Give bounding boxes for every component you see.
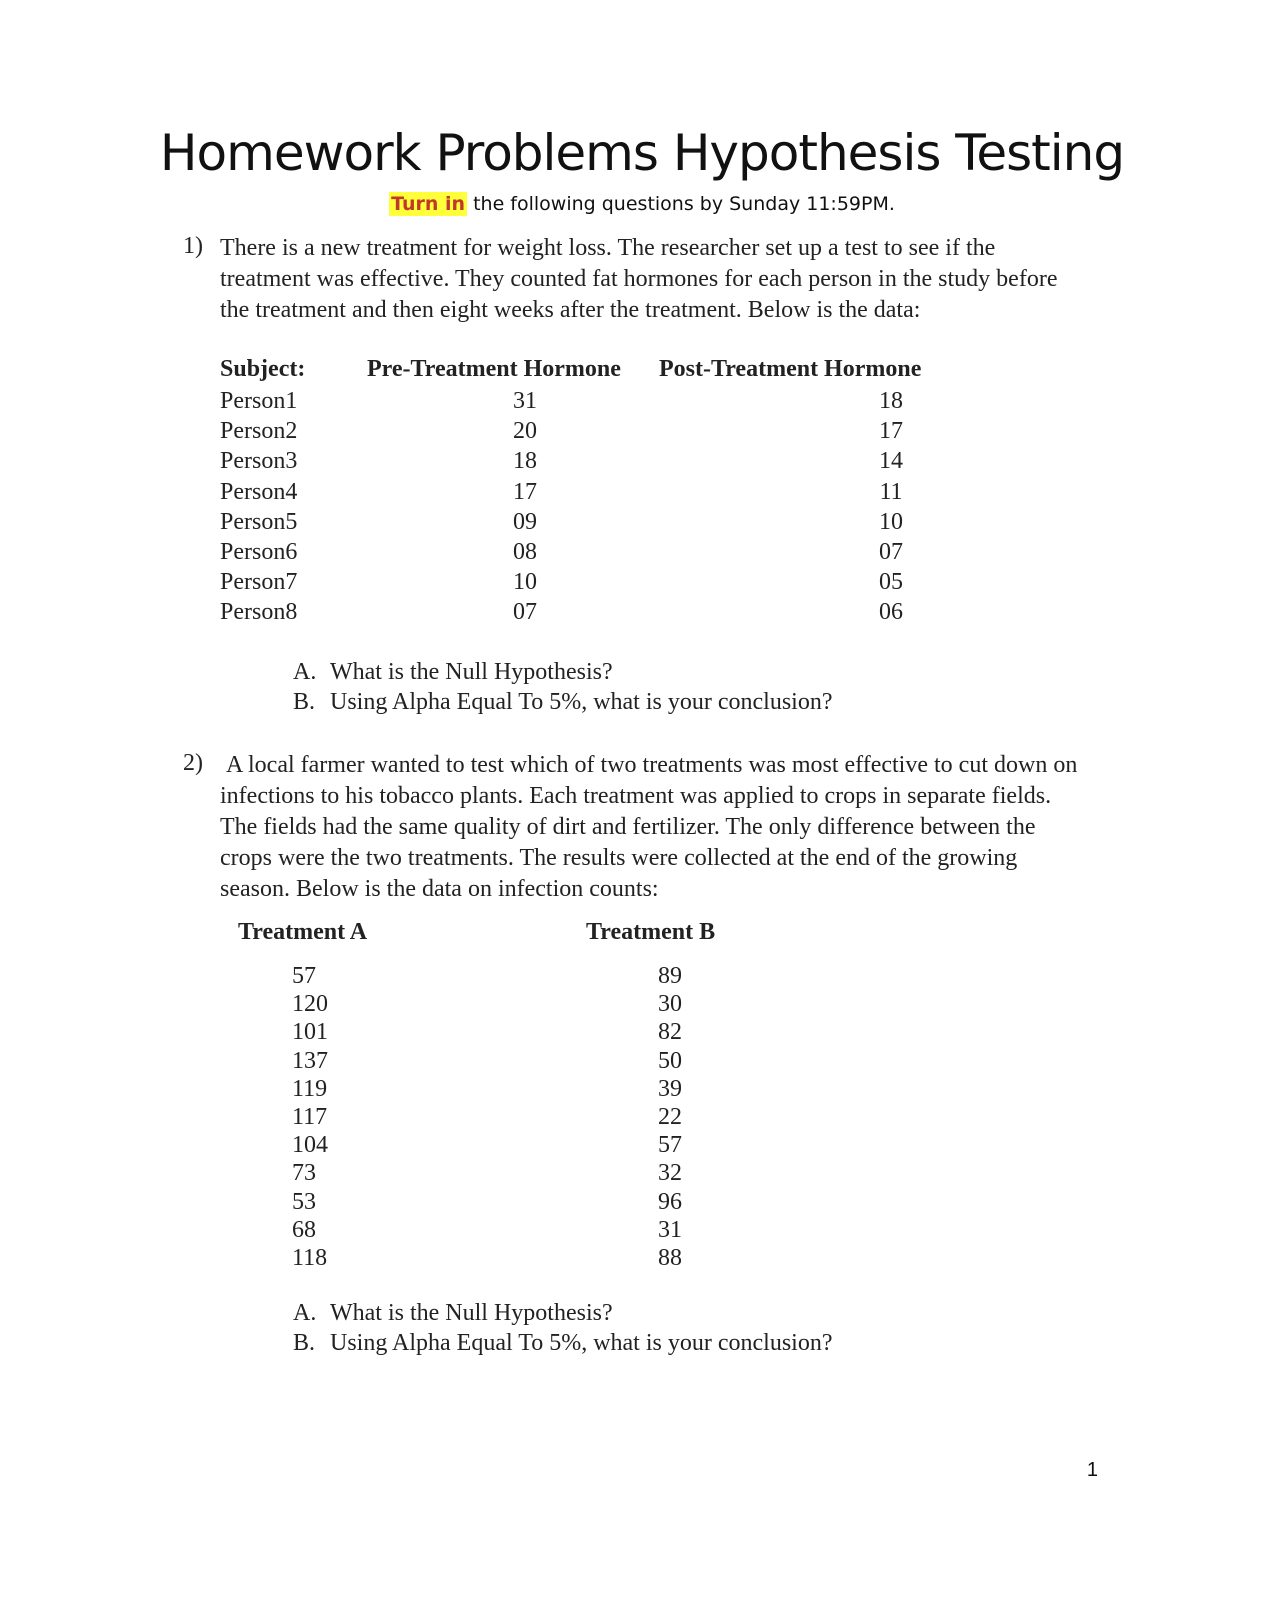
list-item: 118 — [292, 1245, 328, 1272]
list-item: 119 — [292, 1075, 328, 1102]
subject-cell: Person1 — [220, 388, 298, 414]
q2-question-a — [293, 1300, 613, 1327]
q2-line: season. Below is the data on infection counts: — [220, 876, 659, 902]
list-item: 89 — [658, 963, 682, 989]
q1-line: treatment was effective. They counted fat hormones for each person in the study before — [220, 266, 1058, 292]
subject-cell: Person8 — [220, 599, 298, 625]
post-cell: 17 — [879, 418, 903, 444]
list-item: 50 — [658, 1047, 682, 1074]
question-text: Using Alpha Equal To 5%, what is your conclusion? — [330, 689, 833, 715]
list-item: 88 — [658, 1245, 682, 1272]
question-label: A. — [293, 659, 317, 685]
page-title: Homework Problems Hypothesis Testing — [159, 124, 1125, 182]
list-item: 53 — [292, 1188, 316, 1215]
list-item: 120 — [292, 991, 328, 1018]
pre-cell: 31 — [513, 388, 537, 414]
question-text: Using Alpha Equal To 5%, what is your conclusion? — [330, 1330, 833, 1356]
turn-in-instruction — [0, 193, 1284, 215]
q2-header-b: Treatment B — [586, 919, 716, 945]
post-cell: 18 — [879, 388, 903, 414]
list-item: 22 — [658, 1104, 682, 1131]
pre-cell: 20 — [513, 418, 537, 444]
list-item: 32 — [658, 1160, 682, 1187]
subject-cell: Person5 — [220, 509, 298, 535]
post-cell: 11 — [879, 479, 903, 505]
q2-line: infections to his tobacco plants. Each treatment was applied to crops in separate fields. — [220, 783, 1052, 809]
q1-question-a — [293, 659, 613, 686]
subject-cell: Person4 — [220, 479, 298, 505]
subject-cell: Person6 — [220, 539, 298, 565]
list-item: 30 — [658, 991, 682, 1018]
q2-paragraph — [220, 750, 1077, 905]
subject-cell: Person3 — [220, 448, 298, 474]
turn-in-highlight: Turn in — [391, 193, 466, 215]
q2-line: The fields had the same quality of dirt and fertilizer. The only difference between the — [220, 814, 1036, 840]
treatment-b-column — [658, 962, 682, 1272]
q2-number: 2) — [183, 750, 203, 776]
q2-question-b — [293, 1330, 833, 1357]
q2-line: A local farmer wanted to test which of two treatments was most effective to cut down on — [226, 752, 1078, 778]
q1-header-subject: Subject: — [220, 356, 306, 382]
q1-number: 1) — [183, 233, 203, 259]
q1-data-table — [0, 386, 1284, 628]
question-label: B. — [293, 689, 316, 715]
list-item: 73 — [292, 1160, 316, 1187]
list-item: 68 — [292, 1216, 316, 1243]
post-cell: 07 — [879, 539, 903, 565]
list-item: 101 — [292, 1019, 328, 1046]
post-cell: 05 — [879, 569, 903, 595]
question-text: What is the Null Hypothesis? — [330, 1300, 613, 1326]
question-label: A. — [293, 1300, 317, 1326]
question-label: B. — [293, 1330, 316, 1356]
list-item: 39 — [658, 1075, 682, 1102]
q2-line: crops were the two treatments. The results were collected at the end of the growing — [220, 845, 1018, 871]
q1-line: There is a new treatment for weight loss. The researcher set up a test to see if the — [220, 235, 996, 261]
post-cell: 14 — [879, 448, 903, 474]
page-number: 1 — [1086, 1459, 1098, 1481]
list-item: 82 — [658, 1019, 682, 1046]
pre-cell: 09 — [513, 509, 537, 535]
pre-cell: 08 — [513, 539, 537, 565]
subject-cell: Person7 — [220, 569, 298, 595]
q1-question-b — [293, 689, 833, 716]
pre-cell: 07 — [513, 599, 537, 625]
q1-header-pre: Pre-Treatment Hormone — [367, 356, 621, 382]
list-item: 57 — [292, 963, 316, 989]
subject-cell: Person2 — [220, 418, 298, 444]
list-item: 117 — [292, 1104, 328, 1131]
pre-cell: 18 — [513, 448, 537, 474]
pre-cell: 10 — [513, 569, 537, 595]
q1-header-post: Post-Treatment Hormone — [659, 356, 922, 382]
list-item: 96 — [658, 1188, 682, 1215]
question-text: What is the Null Hypothesis? — [330, 659, 613, 685]
q1-line: the treatment and then eight weeks after the treatment. Below is the data: — [220, 297, 921, 323]
pre-cell: 17 — [513, 479, 537, 505]
post-cell: 10 — [879, 509, 903, 535]
q2-header-a: Treatment A — [238, 919, 368, 945]
list-item: 57 — [658, 1132, 682, 1159]
list-item: 104 — [292, 1132, 328, 1159]
list-item: 137 — [292, 1047, 328, 1074]
q1-paragraph — [220, 233, 1057, 326]
list-item: 31 — [658, 1216, 682, 1243]
post-cell: 06 — [879, 599, 903, 625]
treatment-a-column — [292, 962, 328, 1272]
turn-in-rest: the following questions by Sunday 11:59PM. — [467, 193, 895, 215]
